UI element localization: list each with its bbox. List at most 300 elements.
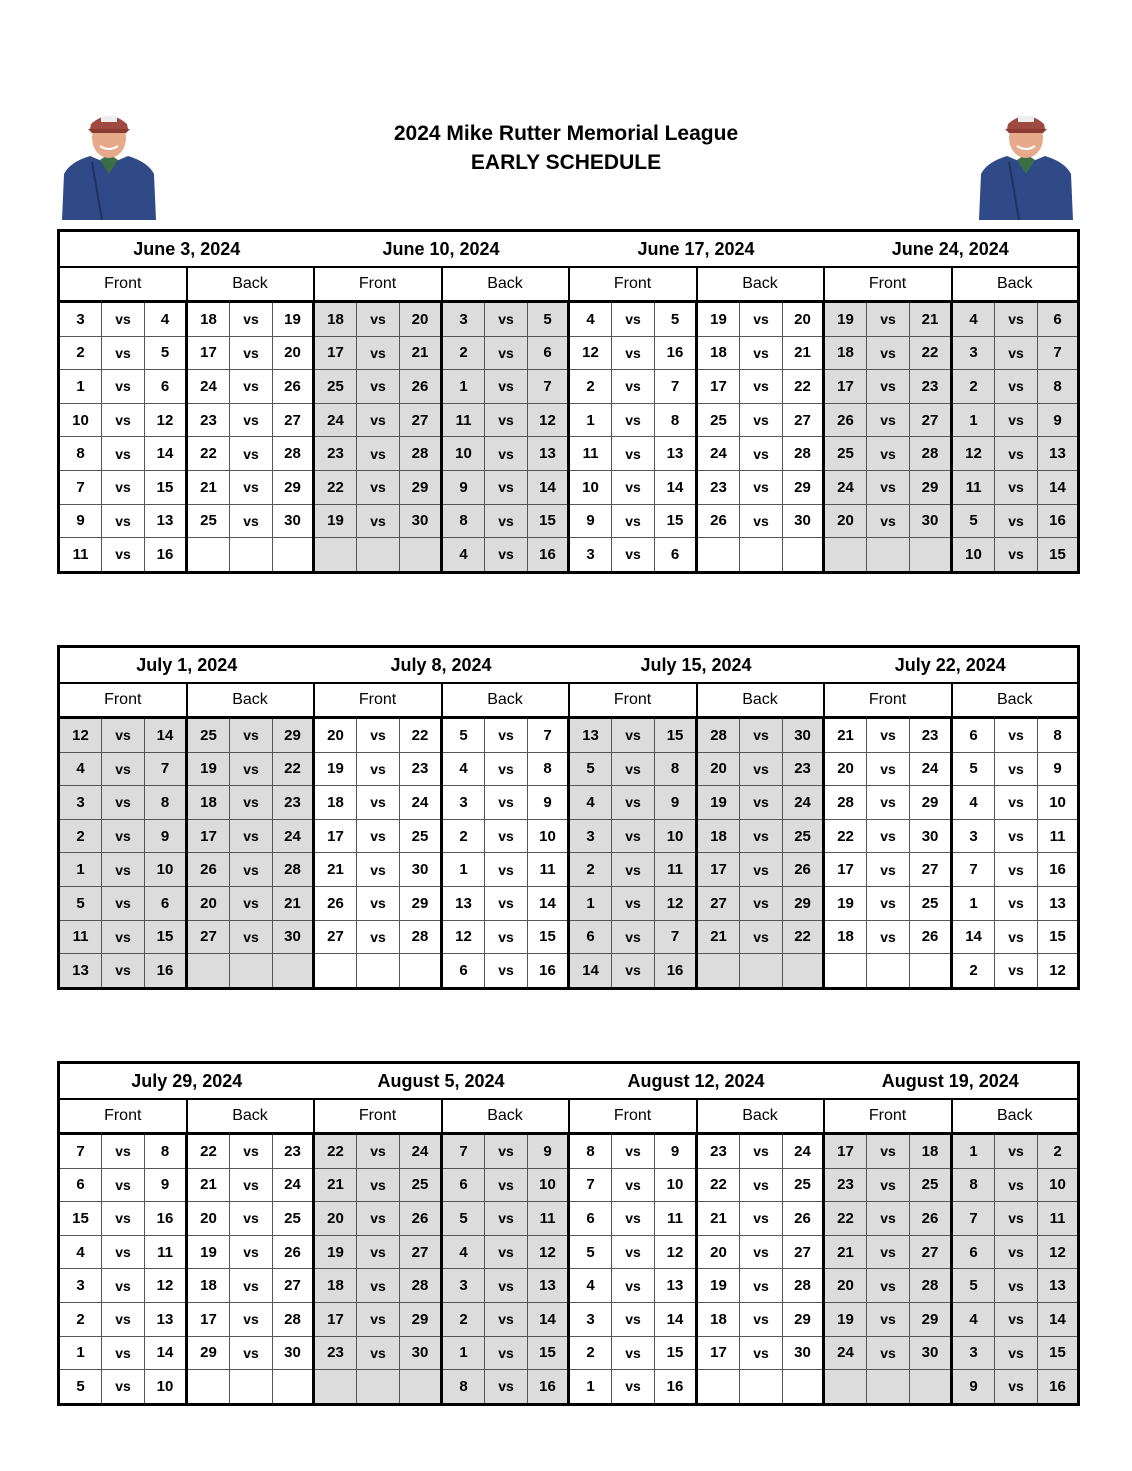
team-number: 1	[442, 853, 485, 887]
vs-label: vs	[995, 1235, 1038, 1269]
team-number: 13	[655, 1269, 697, 1303]
team-number: 6	[655, 538, 697, 573]
team-number: 26	[273, 1235, 314, 1269]
team-number: 29	[400, 886, 442, 920]
team-number: 14	[1038, 470, 1079, 504]
team-number: 2	[59, 336, 102, 370]
team-number: 2	[442, 819, 485, 853]
team-number: 23	[314, 1336, 357, 1370]
vs-label: vs	[740, 1134, 783, 1169]
vs-label: vs	[867, 1134, 910, 1169]
team-number: 10	[569, 470, 612, 504]
team-number: 19	[697, 786, 740, 820]
team-number: 24	[783, 786, 824, 820]
vs-label: vs	[995, 1336, 1038, 1370]
team-number: 25	[400, 1168, 442, 1202]
vs-label: vs	[357, 370, 400, 404]
team-number: 20	[187, 886, 230, 920]
team-number	[783, 538, 824, 573]
matchup-row	[59, 1370, 1079, 1405]
team-number	[273, 538, 314, 573]
team-number: 16	[145, 538, 187, 573]
week-date: July 15, 2024	[569, 647, 824, 684]
vs-label: vs	[740, 504, 783, 538]
team-number: 21	[910, 302, 952, 337]
vs-label: vs	[102, 786, 145, 820]
vs-label: vs	[485, 1202, 528, 1236]
team-number: 11	[528, 1202, 569, 1236]
team-number: 1	[442, 1336, 485, 1370]
team-number: 7	[145, 752, 187, 786]
front-header: Front	[314, 1099, 442, 1134]
team-number	[314, 1370, 357, 1405]
vs-label: vs	[485, 853, 528, 887]
team-number: 10	[145, 1370, 187, 1405]
team-number: 1	[59, 370, 102, 404]
team-number: 1	[569, 886, 612, 920]
matchup-row	[59, 752, 1079, 786]
team-number: 8	[442, 1370, 485, 1405]
matchup-row	[59, 954, 1079, 989]
vs-label	[357, 538, 400, 573]
team-number: 29	[400, 1302, 442, 1336]
team-number: 26	[824, 403, 867, 437]
team-number: 27	[910, 853, 952, 887]
vs-label: vs	[740, 1235, 783, 1269]
team-number: 15	[528, 504, 569, 538]
team-number: 28	[783, 437, 824, 471]
schedule-block	[57, 1061, 1080, 1406]
week-date: June 10, 2024	[314, 231, 569, 268]
vs-label: vs	[867, 786, 910, 820]
team-number: 12	[655, 1235, 697, 1269]
vs-label: vs	[485, 437, 528, 471]
team-number: 16	[1038, 504, 1079, 538]
vs-label	[740, 1370, 783, 1405]
team-number	[273, 1370, 314, 1405]
vs-label: vs	[867, 1235, 910, 1269]
vs-label: vs	[357, 1336, 400, 1370]
vs-label: vs	[995, 538, 1038, 573]
team-number: 25	[697, 403, 740, 437]
vs-label: vs	[867, 1168, 910, 1202]
vs-label: vs	[612, 1235, 655, 1269]
vs-label: vs	[485, 886, 528, 920]
team-number: 26	[400, 1202, 442, 1236]
week-date: August 19, 2024	[824, 1063, 1079, 1100]
team-number: 12	[1038, 1235, 1079, 1269]
team-number: 1	[952, 1134, 995, 1169]
team-number: 5	[442, 1202, 485, 1236]
team-number: 13	[1038, 886, 1079, 920]
team-number: 21	[783, 336, 824, 370]
team-number: 19	[314, 1235, 357, 1269]
vs-label: vs	[612, 718, 655, 753]
team-number: 30	[273, 920, 314, 954]
vs-label: vs	[230, 437, 273, 471]
team-number: 1	[569, 1370, 612, 1405]
team-number: 18	[697, 819, 740, 853]
vs-label: vs	[867, 437, 910, 471]
team-number: 15	[528, 1336, 569, 1370]
team-number: 22	[273, 752, 314, 786]
vs-label: vs	[485, 819, 528, 853]
vs-label	[357, 1370, 400, 1405]
vs-label: vs	[357, 819, 400, 853]
team-number: 20	[697, 752, 740, 786]
team-number: 4	[952, 1302, 995, 1336]
matchup-row	[59, 504, 1079, 538]
team-number	[824, 538, 867, 573]
team-number: 10	[952, 538, 995, 573]
vs-label: vs	[612, 1269, 655, 1303]
vs-label: vs	[867, 1269, 910, 1303]
team-number: 8	[145, 786, 187, 820]
vs-label: vs	[995, 302, 1038, 337]
team-number: 15	[1038, 538, 1079, 573]
team-number	[187, 1370, 230, 1405]
team-number: 17	[697, 1336, 740, 1370]
week-date: July 22, 2024	[824, 647, 1079, 684]
team-number: 3	[442, 302, 485, 337]
team-number: 19	[187, 752, 230, 786]
team-number: 21	[273, 886, 314, 920]
team-number: 30	[273, 1336, 314, 1370]
team-number: 23	[910, 718, 952, 753]
matchup-row	[59, 1168, 1079, 1202]
team-number: 12	[1038, 954, 1079, 989]
back-header: Back	[952, 267, 1079, 302]
team-number: 3	[59, 786, 102, 820]
team-number: 4	[59, 1235, 102, 1269]
team-number: 14	[145, 718, 187, 753]
team-number: 3	[952, 1336, 995, 1370]
vs-label: vs	[995, 403, 1038, 437]
vs-label: vs	[102, 538, 145, 573]
team-number: 11	[528, 853, 569, 887]
team-number: 16	[655, 954, 697, 989]
vs-label: vs	[102, 437, 145, 471]
team-number: 16	[145, 1202, 187, 1236]
team-number: 17	[824, 853, 867, 887]
front-header: Front	[569, 267, 697, 302]
vs-label: vs	[357, 504, 400, 538]
team-number: 23	[697, 1134, 740, 1169]
team-number: 25	[910, 886, 952, 920]
back-header: Back	[187, 1099, 314, 1134]
vs-label: vs	[867, 819, 910, 853]
front-header: Front	[824, 1099, 952, 1134]
vs-label	[230, 1370, 273, 1405]
team-number: 30	[910, 1336, 952, 1370]
team-number: 22	[400, 718, 442, 753]
vs-label: vs	[612, 954, 655, 989]
team-number: 26	[697, 504, 740, 538]
vs-label: vs	[230, 1235, 273, 1269]
vs-label: vs	[612, 302, 655, 337]
vs-label: vs	[995, 853, 1038, 887]
team-number: 10	[442, 437, 485, 471]
team-number: 30	[910, 819, 952, 853]
vs-label: vs	[612, 336, 655, 370]
team-number: 2	[952, 370, 995, 404]
team-number: 17	[187, 1302, 230, 1336]
vs-label: vs	[995, 1168, 1038, 1202]
team-number: 21	[187, 1168, 230, 1202]
team-number	[400, 1370, 442, 1405]
team-number: 15	[1038, 1336, 1079, 1370]
matchup-row	[59, 920, 1079, 954]
team-number: 17	[314, 336, 357, 370]
team-number: 14	[145, 1336, 187, 1370]
vs-label: vs	[485, 1168, 528, 1202]
team-number: 19	[824, 886, 867, 920]
team-number: 29	[273, 470, 314, 504]
team-number: 25	[910, 1168, 952, 1202]
team-number: 11	[655, 1202, 697, 1236]
team-number: 19	[273, 302, 314, 337]
team-number: 12	[145, 1269, 187, 1303]
team-number: 12	[655, 886, 697, 920]
team-number: 2	[442, 1302, 485, 1336]
team-number: 16	[1038, 853, 1079, 887]
team-number: 6	[59, 1168, 102, 1202]
team-number	[824, 1370, 867, 1405]
team-number: 13	[528, 1269, 569, 1303]
front-header: Front	[59, 267, 187, 302]
back-header: Back	[697, 1099, 824, 1134]
team-number: 24	[400, 1134, 442, 1169]
team-number: 8	[1038, 718, 1079, 753]
team-number: 25	[400, 819, 442, 853]
vs-label: vs	[612, 920, 655, 954]
team-number: 1	[442, 370, 485, 404]
team-number: 14	[569, 954, 612, 989]
team-number: 6	[145, 370, 187, 404]
team-number: 12	[952, 437, 995, 471]
vs-label: vs	[612, 504, 655, 538]
team-number: 3	[442, 786, 485, 820]
team-number: 16	[145, 954, 187, 989]
team-number: 3	[569, 538, 612, 573]
team-number: 12	[442, 920, 485, 954]
vs-label: vs	[612, 437, 655, 471]
team-number: 7	[569, 1168, 612, 1202]
vs-label: vs	[995, 718, 1038, 753]
team-number: 9	[528, 1134, 569, 1169]
team-number: 3	[952, 336, 995, 370]
team-number: 24	[910, 752, 952, 786]
team-number: 7	[952, 1202, 995, 1236]
team-number: 11	[59, 920, 102, 954]
team-number: 4	[145, 302, 187, 337]
team-number	[824, 954, 867, 989]
team-number: 20	[314, 1202, 357, 1236]
vs-label: vs	[485, 504, 528, 538]
vs-label: vs	[740, 403, 783, 437]
vs-label: vs	[867, 1336, 910, 1370]
vs-label: vs	[230, 1302, 273, 1336]
vs-label: vs	[357, 853, 400, 887]
vs-label: vs	[102, 1202, 145, 1236]
team-number: 26	[783, 1202, 824, 1236]
team-number: 14	[145, 437, 187, 471]
vs-label: vs	[867, 1302, 910, 1336]
team-number: 15	[145, 920, 187, 954]
vs-label: vs	[995, 752, 1038, 786]
team-number: 24	[314, 403, 357, 437]
team-number: 27	[697, 886, 740, 920]
vs-label: vs	[485, 752, 528, 786]
vs-label: vs	[740, 886, 783, 920]
team-number: 21	[697, 1202, 740, 1236]
vs-label: vs	[612, 1336, 655, 1370]
front-header: Front	[824, 683, 952, 718]
vs-label: vs	[102, 819, 145, 853]
vs-label: vs	[357, 786, 400, 820]
vs-label: vs	[485, 718, 528, 753]
vs-label: vs	[102, 1302, 145, 1336]
vs-label: vs	[230, 403, 273, 437]
page-subtitle: EARLY SCHEDULE	[470, 151, 662, 174]
matchup-row	[59, 1235, 1079, 1269]
team-number: 2	[59, 1302, 102, 1336]
front-header: Front	[569, 683, 697, 718]
portrait-photo-left	[62, 102, 156, 220]
team-number: 18	[697, 1302, 740, 1336]
team-number: 26	[273, 370, 314, 404]
team-number: 16	[528, 954, 569, 989]
vs-label: vs	[230, 1202, 273, 1236]
week-date: June 17, 2024	[569, 231, 824, 268]
vs-label: vs	[102, 1370, 145, 1405]
team-number	[187, 538, 230, 573]
team-number: 18	[314, 786, 357, 820]
vs-label: vs	[230, 1134, 273, 1169]
vs-label: vs	[612, 752, 655, 786]
vs-label: vs	[867, 886, 910, 920]
vs-label: vs	[612, 786, 655, 820]
vs-label: vs	[230, 1336, 273, 1370]
page-title: 2024 Mike Rutter Memorial League	[393, 122, 739, 145]
vs-label	[357, 954, 400, 989]
team-number: 5	[655, 302, 697, 337]
team-number: 9	[442, 470, 485, 504]
team-number: 17	[187, 819, 230, 853]
vs-label: vs	[995, 819, 1038, 853]
team-number: 24	[824, 470, 867, 504]
vs-label: vs	[995, 886, 1038, 920]
team-number	[187, 954, 230, 989]
front-header: Front	[314, 267, 442, 302]
vs-label: vs	[357, 1134, 400, 1169]
vs-label: vs	[485, 470, 528, 504]
team-number: 14	[1038, 1302, 1079, 1336]
team-number: 14	[655, 470, 697, 504]
team-number: 6	[952, 1235, 995, 1269]
vs-label: vs	[102, 954, 145, 989]
matchup-row	[59, 886, 1079, 920]
team-number: 19	[697, 1269, 740, 1303]
team-number: 2	[1038, 1134, 1079, 1169]
team-number: 21	[314, 1168, 357, 1202]
team-number: 5	[952, 752, 995, 786]
vs-label: vs	[230, 786, 273, 820]
vs-label: vs	[357, 718, 400, 753]
team-number: 21	[187, 470, 230, 504]
team-number: 5	[145, 336, 187, 370]
team-number: 23	[314, 437, 357, 471]
team-number: 9	[655, 1134, 697, 1169]
vs-label: vs	[867, 920, 910, 954]
team-number: 30	[273, 504, 314, 538]
team-number: 8	[442, 504, 485, 538]
team-number: 27	[910, 1235, 952, 1269]
vs-label: vs	[740, 786, 783, 820]
vs-label: vs	[867, 336, 910, 370]
team-number: 28	[783, 1269, 824, 1303]
team-number: 2	[569, 853, 612, 887]
team-number	[910, 954, 952, 989]
team-number: 22	[187, 1134, 230, 1169]
team-number: 27	[783, 403, 824, 437]
vs-label: vs	[867, 752, 910, 786]
vs-label: vs	[357, 336, 400, 370]
matchup-row	[59, 437, 1079, 471]
team-number: 23	[187, 403, 230, 437]
team-number: 5	[952, 504, 995, 538]
vs-label: vs	[357, 920, 400, 954]
team-number: 20	[273, 336, 314, 370]
matchup-row	[59, 302, 1079, 337]
team-number: 19	[314, 504, 357, 538]
vs-label: vs	[230, 336, 273, 370]
team-number: 30	[783, 504, 824, 538]
vs-label	[867, 1370, 910, 1405]
team-number: 27	[314, 920, 357, 954]
team-number: 20	[824, 1269, 867, 1303]
team-number: 21	[824, 1235, 867, 1269]
team-number: 23	[400, 752, 442, 786]
team-number: 7	[442, 1134, 485, 1169]
team-number: 21	[697, 920, 740, 954]
vs-label: vs	[612, 1302, 655, 1336]
team-number: 18	[314, 302, 357, 337]
vs-label: vs	[230, 1269, 273, 1303]
team-number: 19	[187, 1235, 230, 1269]
vs-label: vs	[230, 752, 273, 786]
team-number: 9	[655, 786, 697, 820]
team-number: 20	[314, 718, 357, 753]
team-number: 30	[910, 504, 952, 538]
matchup-row	[59, 336, 1079, 370]
team-number: 29	[273, 718, 314, 753]
team-number: 11	[569, 437, 612, 471]
team-number: 28	[273, 1302, 314, 1336]
team-number: 7	[528, 370, 569, 404]
vs-label: vs	[612, 886, 655, 920]
portrait-photo-right	[979, 102, 1073, 220]
matchup-row	[59, 853, 1079, 887]
week-date: July 1, 2024	[59, 647, 314, 684]
team-number	[910, 538, 952, 573]
team-number	[314, 954, 357, 989]
vs-label: vs	[612, 403, 655, 437]
back-header: Back	[442, 267, 569, 302]
team-number: 1	[569, 403, 612, 437]
team-number: 23	[824, 1168, 867, 1202]
vs-label: vs	[740, 437, 783, 471]
